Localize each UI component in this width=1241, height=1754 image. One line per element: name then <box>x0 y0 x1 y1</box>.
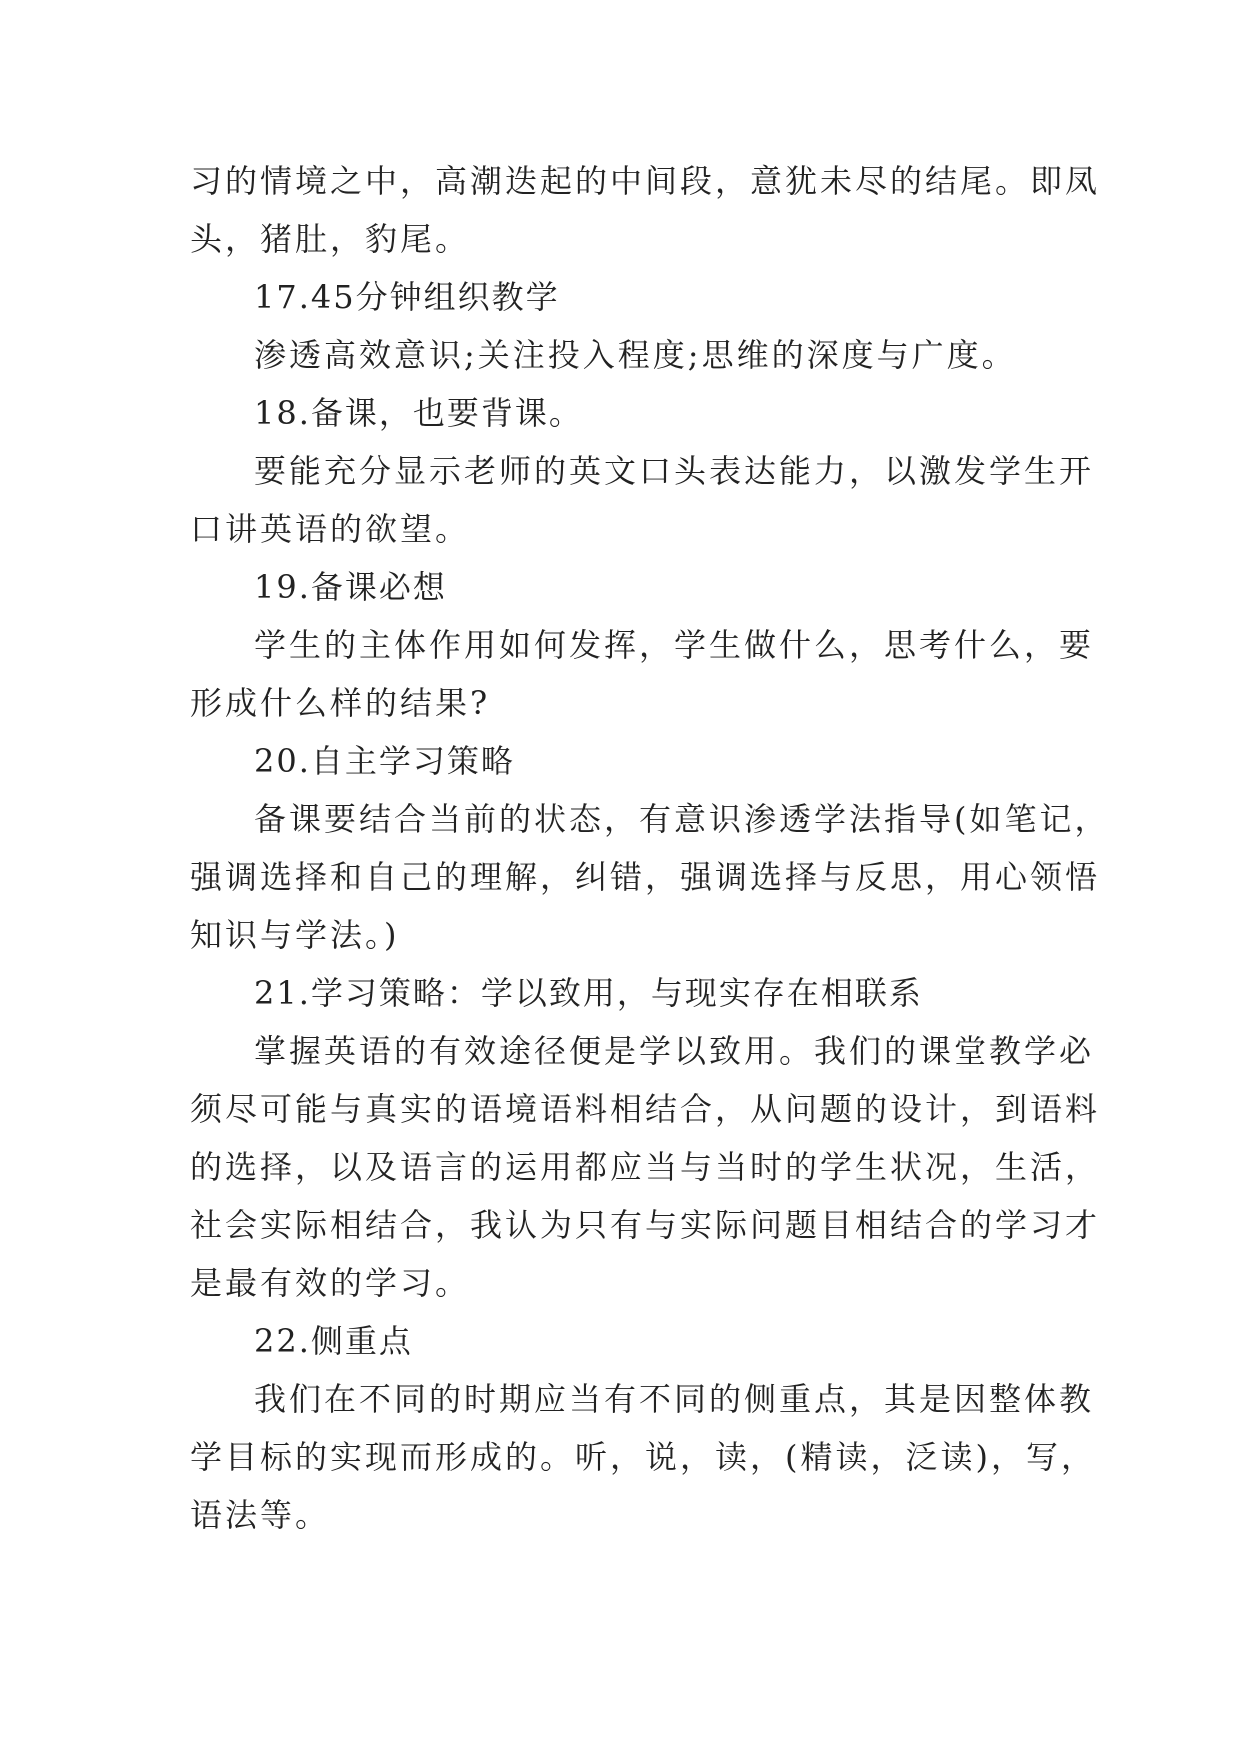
section-heading-22: 22.侧重点 <box>254 1322 413 1360</box>
text-line: 形成什么样的结果? <box>190 684 491 722</box>
text-line: 的选择，以及语言的运用都应当与当时的学生状况，生活， <box>190 1148 1101 1186</box>
text-line: 习的情境之中，高潮迭起的中间段，意犹未尽的结尾。即凤 <box>190 162 1101 200</box>
section-heading-19: 19.备课必想 <box>254 568 447 606</box>
text-line: 知识与学法。) <box>190 916 400 954</box>
paragraph-line: 我们在不同的时期应当有不同的侧重点，其是因整体教 <box>254 1380 1095 1418</box>
paragraph-line: 备课要结合当前的状态，有意识渗透学法指导(如笔记， <box>254 800 1110 838</box>
text-line: 须尽可能与真实的语境语料相结合，从问题的设计，到语料 <box>190 1090 1101 1128</box>
section-heading-17: 17.45分钟组织教学 <box>254 278 560 316</box>
text-line: 口讲英语的欲望。 <box>190 510 471 548</box>
text-line: 头，猪肚，豹尾。 <box>190 220 471 258</box>
text-line: 强调选择和自己的理解，纠错，强调选择与反思，用心领悟 <box>190 858 1101 896</box>
text-line: 学目标的实现而形成的。听，说，读，(精读，泛读)，写， <box>190 1438 1096 1476</box>
paragraph-line: 掌握英语的有效途径便是学以致用。我们的课堂教学必 <box>254 1032 1095 1070</box>
section-heading-18: 18.备课，也要背课。 <box>254 394 583 432</box>
section-heading-21: 21.学习策略：学以致用，与现实存在相联系 <box>254 974 923 1012</box>
document-body <box>190 152 1110 1544</box>
paragraph-line: 渗透高效意识;关注投入程度;思维的深度与广度。 <box>254 336 1017 374</box>
text-line: 语法等。 <box>190 1496 331 1534</box>
paragraph-line: 要能充分显示老师的英文口头表达能力，以激发学生开 <box>254 452 1095 490</box>
section-heading-20: 20.自主学习策略 <box>254 742 515 780</box>
text-line: 是最有效的学习。 <box>190 1264 471 1302</box>
paragraph-line: 学生的主体作用如何发挥，学生做什么，思考什么，要 <box>254 626 1095 664</box>
text-line: 社会实际相结合，我认为只有与实际问题目相结合的学习才 <box>190 1206 1101 1244</box>
